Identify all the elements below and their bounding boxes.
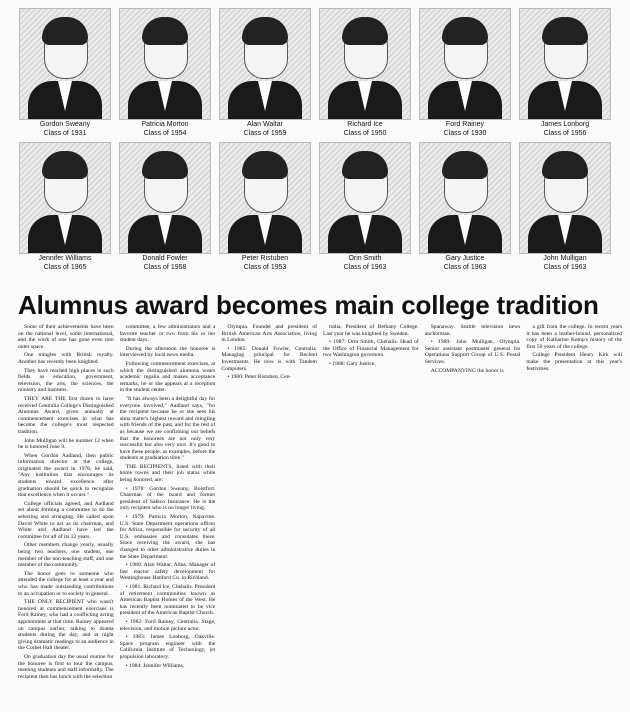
photo-caption-name: Orin Smith — [348, 255, 382, 262]
photo-caption-name: Richard Ice — [347, 121, 383, 128]
article-column — [526, 324, 622, 708]
alumnus-card — [18, 142, 112, 272]
alumnus-card — [118, 8, 212, 138]
article-paragraph: One mingles with British royalty. Another has recently been knighted. — [18, 352, 114, 365]
portrait-photo — [319, 8, 411, 120]
article-paragraph: THEY ARE THE first dozen to have received Centralia College's Distinguished Alumnus Award, given annually at commencement exercises in what has become the college's most respected tradition. — [18, 395, 114, 435]
photo-caption-class: Class of 1953 — [243, 264, 287, 271]
article-paragraph: They have reached high places in such fields as education, government, television, the arts, the sciences, the ministry and business. — [18, 367, 114, 394]
alumnus-card — [418, 142, 512, 272]
portrait-photo — [419, 8, 511, 120]
photo-caption-name: Peter Ristuben — [241, 255, 289, 262]
portrait-photo — [219, 8, 311, 120]
alumnus-card — [18, 8, 112, 138]
article-paragraph: On graduation day the usual routine for the honoree is first to tour the campus, meeting students and staff informally. The recipient then has lunch with the selection — [18, 653, 114, 680]
article-paragraph: "It has always been a delightful day for everyone involved," Aadland says, "for the recipient because he or she sees his alma mater's highest reward and mingling with friends of the past, and for the rest of us because we are confirming our beliefs that the honorees are not only very successful but also very nice. It's good to have these people, as examples, before the students at graduation time." — [119, 395, 216, 462]
article-paragraph: • 1980: Alan Waltar, Adna. Manager of fast reactor safety development for Westinghouse Hanford Co. in Richland. — [119, 562, 216, 582]
article-paragraph: During the afternoon the honoree is interviewed by local news media. — [119, 345, 216, 359]
article-paragraph: College officials agreed, and Aadland set about forming a committee to do the selecting and arranging. He called upon David White to act as its chairman, and White and Aadland have led the committee for all of its 12 years. — [18, 500, 114, 540]
article-column — [120, 324, 216, 708]
portrait-photo — [219, 142, 311, 254]
article-column — [425, 324, 521, 708]
article-paragraph: a gift from the college. In recent years it has been a leather-bound, personalized copy of Katharine Kemp's history of the first 50 years of the college. — [526, 324, 623, 350]
article-paragraph: THE ONLY RECIPIENT who wasn't honored at commencement exercises is Ford Rainey, who had a conflicting acting appointment at that time. Rainey appeared on campus earlier, talking to drama students during the day, and at night giving dramatic readings to an audience in the Corbet Hall theater. — [18, 599, 114, 652]
photo-caption-name: Jennifer Williams — [38, 255, 92, 262]
article-column — [18, 324, 114, 708]
photo-caption-name: Gordon Sweany — [39, 121, 91, 128]
photo-caption-class: Class of 1930 — [443, 130, 487, 137]
article-paragraph: Other members change yearly, usually being two teachers, one student, one member of the non-teaching staff, and one member of the community. — [18, 542, 114, 569]
photo-caption-class: Class of 1954 — [143, 130, 187, 137]
photo-row — [18, 142, 612, 272]
photo-caption-class: Class of 1963 — [543, 264, 587, 271]
photo-caption-class: Class of 1931 — [43, 130, 87, 137]
article-paragraph: tralia. President of Bethany College. Last year he was knighted by Sweden. — [323, 324, 419, 337]
article-paragraph: The honor goes to someone who attended the college for at least a year and who has made outstanding contributions to an occupation or to society in general. — [18, 570, 114, 597]
article-paragraph: Following commencement exercises, at which the distinguished alumnus wears academic regalia and makes acceptance remarks, he or she appears at a reception in the student center. — [119, 360, 216, 394]
portrait-photo — [319, 142, 411, 254]
article-paragraph: • 1988: Gary Justice, — [329, 360, 376, 367]
article-paragraph: • 1987: Orin Smith, Chehalis. Head of the Office of Financial Management for two Washington governors. — [323, 339, 419, 359]
photo-caption-name: Alan Waltar — [247, 121, 283, 128]
article-columns — [18, 324, 622, 708]
portrait-photo — [519, 8, 611, 120]
photo-caption-class: Class of 1950 — [343, 130, 387, 137]
article-paragraph: • 1978: Gordon Sweany, Boistfort. Chairman of the board and former president of Safeco Insurance. He is the only recipient who is no longer living. — [119, 485, 216, 512]
photo-caption-class: Class of 1965 — [43, 264, 87, 271]
article-paragraph: • 1983: James Lonborg, Oakville. Space program engineer with the California Institute of Technology, jet propulsion laboratory. — [119, 634, 216, 660]
photo-row — [18, 8, 612, 138]
photo-caption-name: Ford Rainey — [445, 121, 485, 128]
article-paragraph: • 1986: Peter Ristuben, Cen- — [227, 374, 292, 381]
photo-caption-class: Class of 1959 — [243, 130, 287, 137]
photo-caption-class: Class of 1958 — [143, 264, 187, 271]
article-paragraph: ACCOMPANYING the honor is — [430, 367, 504, 374]
photo-caption-class: Class of 1963 — [343, 264, 387, 271]
article-paragraph: When Gordon Aadland, then public information director at the college, originated the award in 1978, he said, "Any institution that encourages its students toward excellence after graduation should be quick to recognize that excellence when it occurs." — [18, 452, 114, 499]
photo-caption-class: Class of 1963 — [443, 264, 487, 271]
photo-caption-name: Gary Justice — [445, 255, 485, 262]
article-paragraph: • 1979: Patricia Morton, Napavine. U.S. State Department operations officer for Africa, responsible for security of all U.S. embassies and consulates there. Since receiving the award, she has changed to other administrative duties in the State Department. — [119, 514, 216, 560]
alumnus-card — [318, 142, 412, 272]
article-column — [221, 324, 317, 708]
article-paragraph: Some of their achievements have been on the national level, some international, and the work of one has gone even into outer space. — [18, 324, 114, 350]
article-paragraph: committee, a few administrators and a favorite teacher or two from his or her student days. — [119, 324, 216, 344]
photo-caption-name: Patricia Morton — [141, 121, 189, 128]
article-column — [323, 324, 419, 708]
portrait-photo — [119, 142, 211, 254]
article-paragraph: Spanaway. Seattle television news anchorman. — [424, 324, 521, 337]
headline: Alumnus award becomes main college tradition — [18, 290, 599, 320]
alumnus-card — [518, 8, 612, 138]
article-paragraph: College President Henry Kirk will make the presentation at this year's festivities. — [526, 352, 623, 372]
photo-caption-name: John Mulligan — [543, 255, 587, 262]
article-paragraph: • 1989: John Mulligan, Olympia. Senior assistant postmaster general for Operations Support Group of U.S. Postal Services. — [424, 339, 521, 365]
photo-grid — [18, 8, 612, 276]
alumnus-card — [518, 142, 612, 272]
article-paragraph: • 1982: Ford Rainey, Centralia. Stage, television, and motion picture actor. — [119, 618, 216, 632]
portrait-photo — [419, 142, 511, 254]
article-paragraph: • 1981: Richard Ice, Chehalis. President of retirement communities known as American Baptist Homes of the West. He has recently been nominated to be vice president of the American Baptist Church. — [119, 583, 216, 617]
portrait-photo — [19, 8, 111, 120]
alumnus-card — [118, 142, 212, 272]
article-paragraph: • 1984: Jennifer Williams, — [125, 662, 185, 669]
photo-caption-name: James Lonborg — [540, 121, 590, 128]
article-paragraph: Olympia. Founder and president of British American Arts Association, living in London. — [221, 324, 318, 344]
alumnus-card — [218, 8, 312, 138]
article-paragraph: THE RECIPIENTS, listed with their home towns and their job status while being honored, are: — [119, 463, 216, 484]
alumnus-card — [318, 8, 412, 138]
photo-caption-class: Class of 1956 — [543, 130, 587, 137]
portrait-photo — [519, 142, 611, 254]
alumnus-card — [418, 8, 512, 138]
photo-caption-name: Donald Fowler — [142, 255, 188, 262]
article-paragraph: John Mulligan will be number 12 when he is honored June 9. — [18, 437, 114, 451]
article-paragraph: • 1985: Donald Fowler, Centralia. Managing principal for Bechtel Investments. He now is with Tandem Computers. — [221, 345, 318, 372]
portrait-photo — [19, 142, 111, 254]
alumnus-card — [218, 142, 312, 272]
portrait-photo — [119, 8, 211, 120]
